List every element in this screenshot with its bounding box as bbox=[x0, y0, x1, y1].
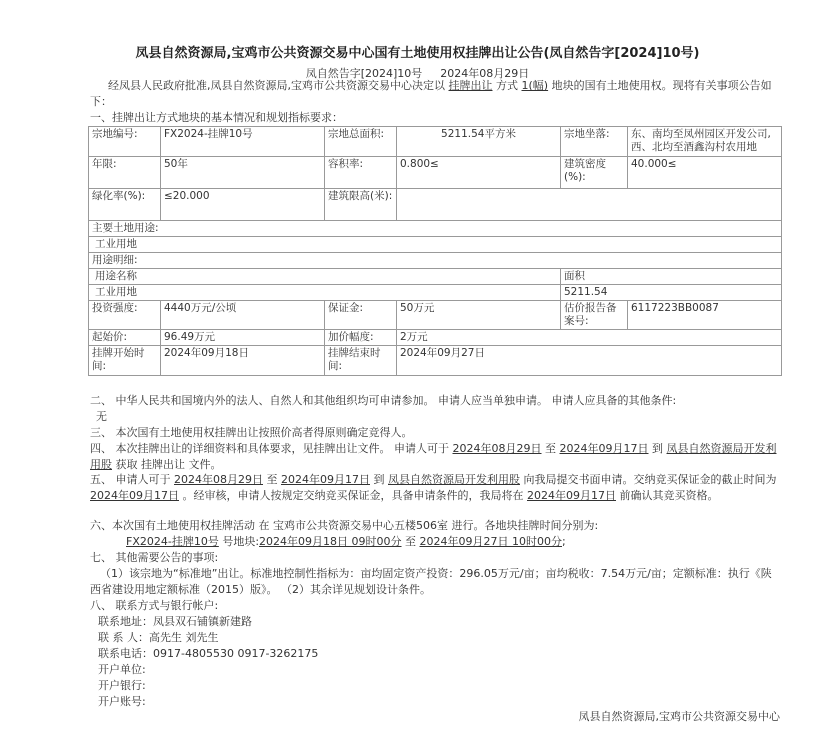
section-3: 三、 本次国有土地使用权挂牌出让按照价高者得原则确定竞得人。 bbox=[90, 426, 413, 439]
listing-start-label: 挂牌开始时间: bbox=[89, 346, 161, 376]
investment-intensity-label: 投资强度: bbox=[89, 301, 161, 330]
section-6: 六、本次国有土地使用权挂牌活动 在 宝鸡市公共资源交易中心五楼506室 进行。各地块挂牌时间分别为: bbox=[90, 519, 599, 532]
account-unit: 开户单位: bbox=[98, 663, 146, 676]
section-2-value: 无 bbox=[96, 410, 107, 423]
intro-method: 挂牌出让 bbox=[448, 79, 493, 92]
table-row bbox=[89, 285, 782, 301]
section-8: 八、 联系方式与银行帐户: bbox=[90, 599, 219, 612]
intro-paragraph: 经凤县人民政府批准,凤县自然资源局,宝鸡市公共资源交易中心决定以 挂牌出让 方式 1(幅) 地块的国有土地使用权。现将有关事项公告如下： bbox=[90, 79, 772, 108]
section-1-heading: 一、挂牌出让方式地块的基本情况和规划指标要求： bbox=[90, 111, 343, 124]
start-price-label: 起始价: bbox=[89, 330, 161, 346]
table-row bbox=[89, 221, 782, 237]
plot-ratio-label: 容积率: bbox=[325, 157, 397, 189]
use-area: 5211.54 bbox=[561, 285, 782, 301]
contact-person: 联 系 人：高先生 刘先生 bbox=[98, 631, 219, 644]
table-row bbox=[89, 330, 782, 346]
use-detail-label: 用途明细: bbox=[89, 253, 782, 269]
term: 50年 bbox=[161, 157, 325, 189]
section-7-body: （1）该宗地为“标准地”出让。标准地控制性指标为：亩均固定资产投资：296.05万元/亩；亩均税收：7.54万元/亩；定额标准：执行《陕西省建设用地定额标准（2015）版》。 （2）其余详见规划设计条件。 bbox=[90, 567, 772, 596]
term-label: 年限: bbox=[89, 157, 161, 189]
height-limit bbox=[397, 189, 782, 221]
location: 东、南均至凤州园区开发公司,西、北均至酒鑫沟村农用地 bbox=[628, 127, 782, 157]
table-row bbox=[89, 346, 782, 376]
account-bank: 开户银行: bbox=[98, 679, 146, 692]
main-use: 工业用地 bbox=[89, 237, 782, 253]
table-row bbox=[89, 237, 782, 253]
location-label: 宗地坐落: bbox=[561, 127, 628, 157]
total-area: 5211.54平方米 bbox=[397, 127, 561, 157]
parcel-no-label: 宗地编号: bbox=[89, 127, 161, 157]
page-title: 凤县自然资源局,宝鸡市公共资源交易中心国有土地使用权挂牌出让公告(凤自然告字[2024]10号) bbox=[135, 46, 700, 61]
table-row bbox=[89, 269, 782, 285]
increment-label: 加价幅度: bbox=[325, 330, 397, 346]
section-2: 二、 中华人民共和国境内外的法人、自然人和其他组织均可申请参加。 申请人应当单独申请。 申请人应具备的其他条件: bbox=[90, 394, 677, 407]
use-name: 工业用地 bbox=[89, 285, 561, 301]
doc-number: 凤自然告字[2024]10号 bbox=[305, 67, 423, 80]
main-use-label: 主要土地用途: bbox=[89, 221, 782, 237]
doc-date: 2024年08月29日 bbox=[440, 67, 530, 80]
intro-count: 1(幅) bbox=[521, 79, 549, 92]
parcel-no: FX2024-挂牌10号 bbox=[161, 127, 325, 157]
account-number: 开户账号: bbox=[98, 695, 146, 708]
investment-intensity: 4440万元/公顷 bbox=[161, 301, 325, 330]
table-row bbox=[89, 253, 782, 269]
use-name-header: 用途名称 bbox=[89, 269, 561, 285]
section-7: 七、 其他需要公告的事项: bbox=[90, 551, 219, 564]
listing-end: 2024年09月27日 bbox=[397, 346, 782, 376]
section-5: 五、 申请人可于 2024年08月29日 至 2024年09月17日 到 凤县自然资源局开发利用股 向我局提交书面申请。交纳竞买保证金的截止时间为2024年09月17日 。经审核，申请人按规定交纳竞买保证金，具备申请条件的，我局将在 2024年09月17日 前确认其竞买资格。 bbox=[90, 473, 777, 502]
use-area-header: 面积 bbox=[561, 269, 782, 285]
table-row bbox=[89, 127, 782, 157]
table-row bbox=[89, 157, 782, 189]
plot-ratio: 0.800≤ bbox=[397, 157, 561, 189]
table-row bbox=[89, 301, 782, 330]
building-density: 40.000≤ bbox=[628, 157, 782, 189]
table-row bbox=[89, 189, 782, 221]
section-4: 四、 本次挂牌出让的详细资料和具体要求，见挂牌出让文件。 申请人可于 2024年08月29日 至 2024年09月17日 到 凤县自然资源局开发利用股 获取 挂牌出让 文件。 bbox=[90, 442, 777, 471]
section-6-schedule: FX2024-挂牌10号 号地块:2024年09月18日 09时00分 至 2024年09月27日 10时00分; bbox=[126, 535, 566, 548]
increment: 2万元 bbox=[397, 330, 782, 346]
appraisal-no-label: 估价报告备案号: bbox=[561, 301, 628, 330]
listing-start: 2024年09月18日 bbox=[161, 346, 325, 376]
footer-issuer: 凤县自然资源局,宝鸡市公共资源交易中心 bbox=[578, 710, 780, 723]
height-limit-label: 建筑限高(米): bbox=[325, 189, 397, 221]
green-rate: ≤20.000 bbox=[161, 189, 325, 221]
deposit: 50万元 bbox=[397, 301, 561, 330]
building-density-label: 建筑密度(%): bbox=[561, 157, 628, 189]
contact-address: 联系地址：凤县双石铺镇新建路 bbox=[98, 615, 252, 628]
green-rate-label: 绿化率(%): bbox=[89, 189, 161, 221]
deposit-label: 保证金: bbox=[325, 301, 397, 330]
appraisal-no: 6117223BB0087 bbox=[628, 301, 782, 330]
contact-phone: 联系电话：0917-4805530 0917-3262175 bbox=[98, 647, 319, 660]
land-info-table bbox=[88, 126, 782, 376]
listing-end-label: 挂牌结束时间: bbox=[325, 346, 397, 376]
total-area-label: 宗地总面积: bbox=[325, 127, 397, 157]
start-price: 96.49万元 bbox=[161, 330, 325, 346]
